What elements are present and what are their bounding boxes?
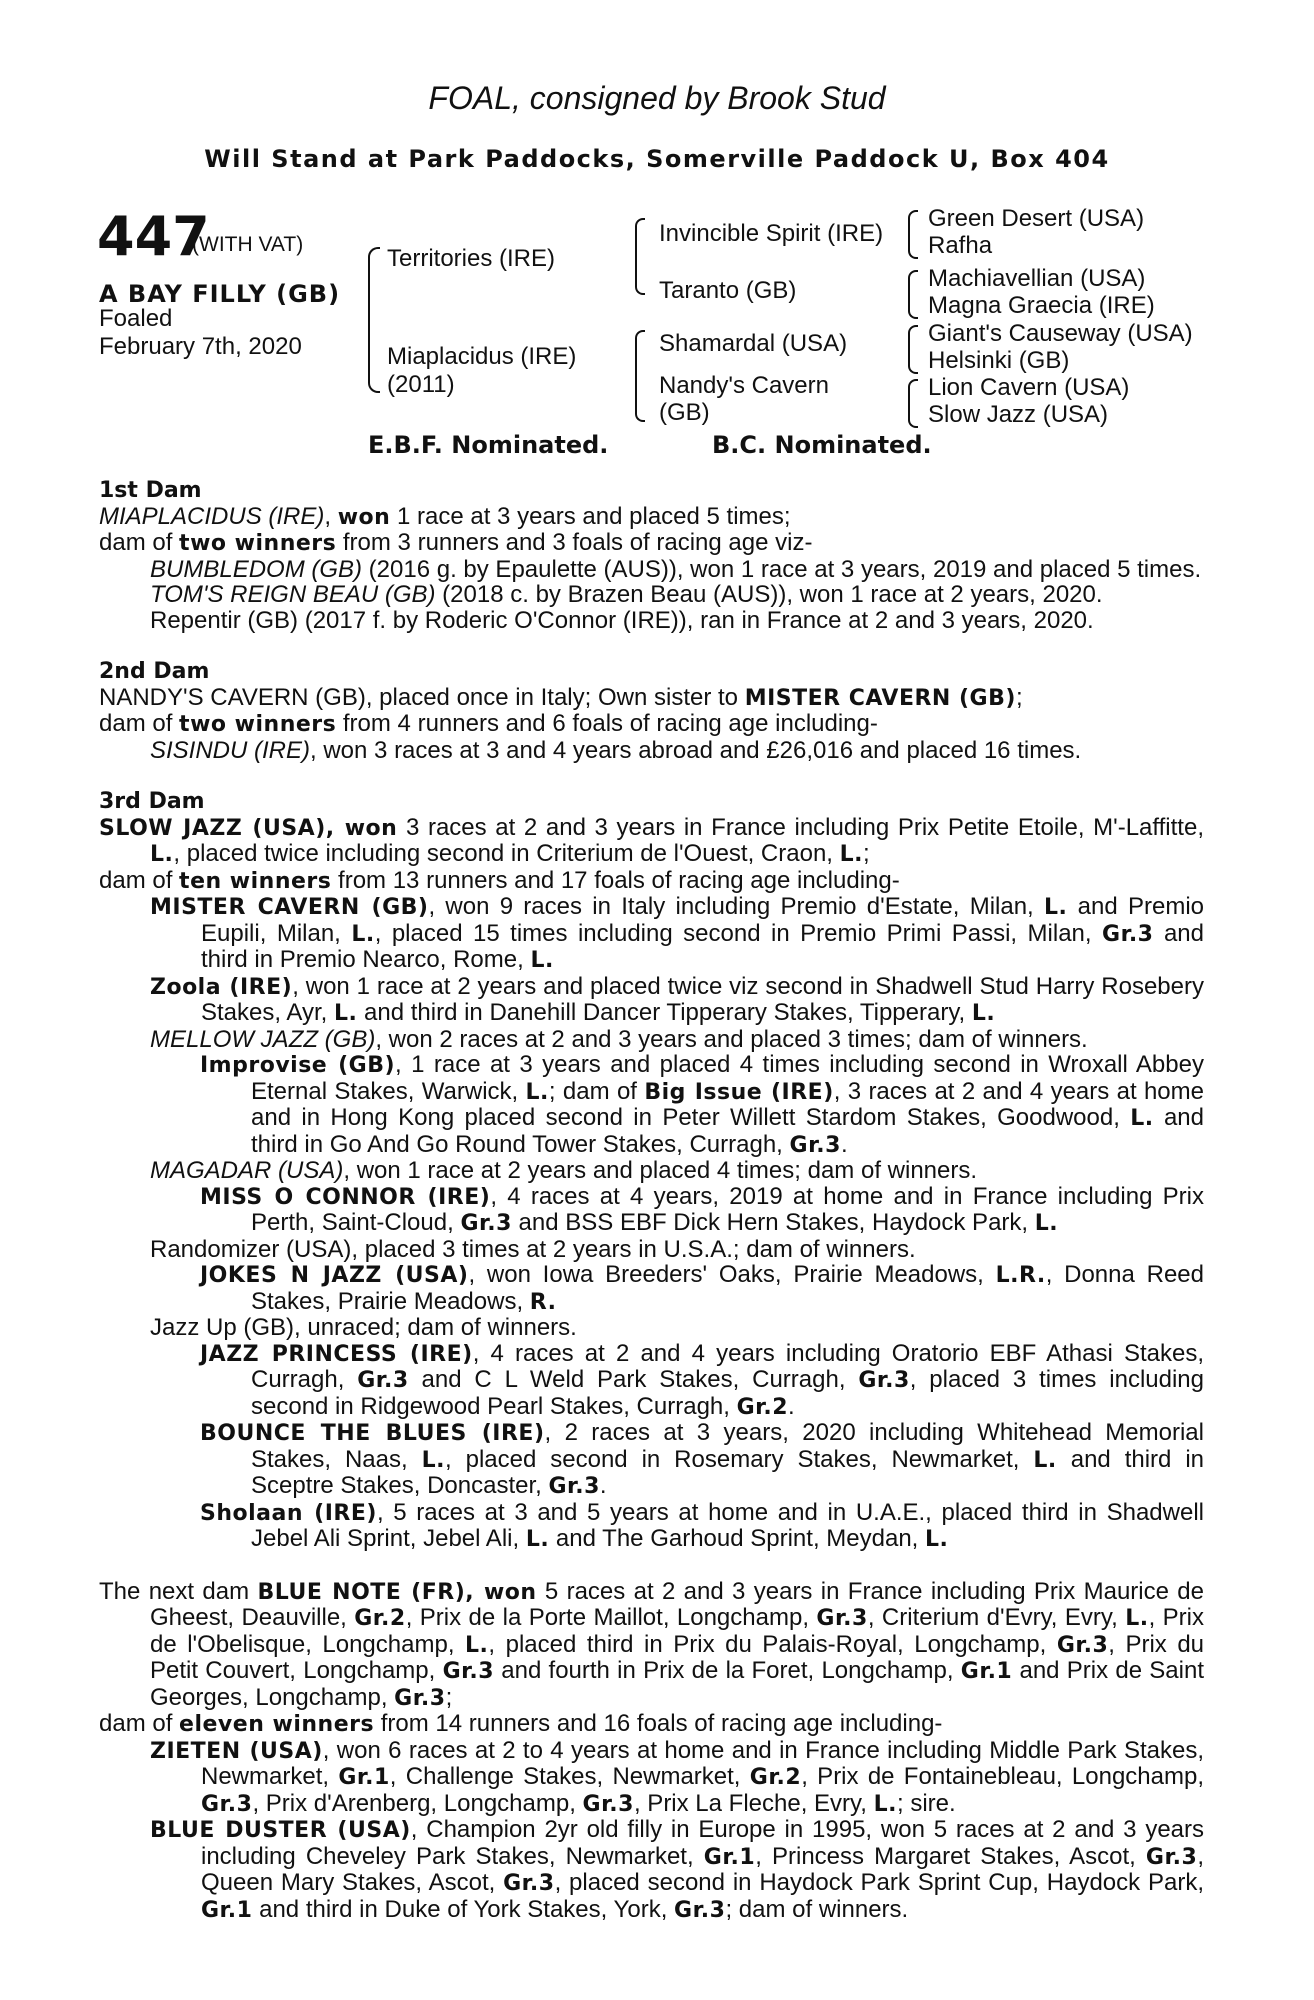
grand-offspring-entry: Improvise (GB), 1 race at 3 years and placed 4 times including second in Wroxall Abbey Eternal Stakes, Warwick, L.; dam of Big Issue (IRE), 3 races at 2 and 4 years at home and in Hong Kong placed second in Peter Willett Stardom Stakes, Goodwood, L. and third in Go And Go Round Tower Stakes, Curragh, Gr.3.	[200, 1051, 1204, 1158]
grand-ancestor-5: Giant's Causeway (USA)	[928, 320, 1193, 347]
foaled-label: Foaled	[99, 305, 173, 332]
offspring-entry: BLUE DUSTER (USA), Champion 2yr old filly in Europe in 1995, won 5 races at 2 and 3 years including Cheveley Park Stakes, Newmarket, Gr.1, Princess Margaret Stakes, Ascot, Gr.3, Queen Mary Stakes, Ascot, Gr.3, placed second in Haydock Park Sprint Cup, Haydock Park, Gr.1 and third in Duke of York Stakes, York, Gr.3; dam of winners.	[150, 1816, 1204, 1923]
sire-sire: Invincible Spirit (IRE)	[659, 220, 884, 247]
lot-number: 447	[97, 205, 210, 268]
third-dam-record: SLOW JAZZ (USA), won 3 races at 2 and 3 years in France including Prix Petite Etoile, M'-Laffitte, L., placed twice including second in Criterium de l'Ouest, Craon, L.;	[99, 813, 1204, 867]
second-dam-produce: dam of two winners from 4 runners and 6 foals of racing age including-	[99, 710, 878, 737]
next-dam-section	[99, 1579, 1204, 1924]
horse-name: A BAY FILLY (GB)	[99, 280, 341, 308]
third-dam-title: 3rd Dam	[99, 789, 205, 814]
offspring-entry: ZIETEN (USA), won 6 races at 2 to 4 years at home and in France including Middle Park Stakes, Newmarket, Gr.1, Challenge Stakes, Newmarket, Gr.2, Prix de Fontainebleau, Longchamp, Gr.3, Prix d'Arenberg, Longchamp, Gr.3, Prix La Fleche, Evry, L.; sire.	[150, 1736, 1204, 1817]
sire-dam: Taranto (GB)	[659, 277, 797, 304]
grand-ancestor-3: Machiavellian (USA)	[928, 265, 1146, 292]
consignment-title: FOAL, consigned by Brook Stud	[428, 80, 886, 116]
grand-offspring-entry: MISS O CONNOR (IRE), 4 races at 4 years, 2019 at home and in France including Prix Perth, Saint-Cloud, Gr.3 and BSS EBF Dick Hern Stakes, Haydock Park, L.	[200, 1182, 1204, 1236]
grand-offspring-entry: JAZZ PRINCESS (IRE), 4 races at 2 and 4 years including Oratorio EBF Athasi Stakes, Curragh, Gr.3 and C L Weld Park Stakes, Curragh, Gr.3, placed 3 times including second in Ridgewood Pearl Stakes, Curragh, Gr.2.	[200, 1339, 1205, 1420]
first-dam-section	[99, 478, 1204, 633]
ebf-nominated: E.B.F. Nominated.	[368, 431, 609, 459]
first-dam-title: 1st Dam	[99, 478, 202, 503]
offspring-entry: Repentir (GB) (2017 f. by Roderic O'Connor (IRE)), ran in France at 2 and 3 years, 2020.	[150, 606, 1094, 634]
next-dam-record: The next dam BLUE NOTE (FR), won 5 races at 2 and 3 years in France including Prix Maurice de Gheest, Deauville, Gr.2, Prix de la Porte Maillot, Longchamp, Gr.3, Criterium d'Evry, Evry, L., Prix de l'Obelisque, Longchamp, L., placed third in Prix du Palais-Royal, Longchamp, Gr.3, Prix du Petit Couvert, Longchamp, Gr.3 and fourth in Prix de la Foret, Longchamp, Gr.1 and Prix de Saint Georges, Longchamp, Gr.3;	[99, 1577, 1205, 1711]
offspring-entry: Randomizer (USA), placed 3 times at 2 years in U.S.A.; dam of winners.	[150, 1235, 916, 1263]
second-dam-record: NANDY'S CAVERN (GB), placed once in Italy; Own sister to MISTER CAVERN (GB);	[99, 683, 1023, 711]
dam-year: (2011)	[387, 371, 455, 398]
dam-dam: Nandy's Cavern	[659, 372, 829, 399]
brace-dam-parents	[635, 330, 645, 422]
brace-g4	[908, 379, 918, 428]
grand-ancestor-1: Green Desert (USA)	[928, 205, 1145, 232]
first-dam-produce: dam of two winners from 3 runners and 3 foals of racing age viz-	[99, 529, 813, 556]
grand-ancestor-4: Magna Graecia (IRE)	[928, 292, 1155, 319]
grand-ancestor-8: Slow Jazz (USA)	[928, 401, 1109, 428]
second-dam-section	[99, 659, 1204, 763]
foaled-date: February 7th, 2020	[99, 333, 302, 360]
offspring-entry: SISINDU (IRE), won 3 races at 3 and 4 years abroad and £26,016 and placed 16 times.	[150, 736, 1082, 764]
grand-offspring-entry: BOUNCE THE BLUES (IRE), 2 races at 3 years, 2020 including Whitehead Memorial Stakes, Naas, L., placed second in Rosemary Stakes, Newmarket, L. and third in Sceptre Stakes, Doncaster, Gr.3.	[200, 1419, 1205, 1499]
bc-nominated: B.C. Nominated.	[712, 431, 932, 459]
offspring-entry: Zoola (IRE), won 1 race at 2 years and placed twice viz second in Shadwell Stud Harry Rosebery Stakes, Ayr, L. and third in Danehill Dancer Tipperary Stakes, Tipperary, L.	[150, 972, 1204, 1026]
brace-g1	[908, 210, 918, 259]
catalogue-body	[99, 478, 1204, 1923]
offspring-entry: Jazz Up (GB), unraced; dam of winners.	[150, 1314, 577, 1341]
brace-g3	[908, 325, 918, 374]
dam-sire: Shamardal (USA)	[659, 330, 848, 357]
brace-parents	[368, 247, 380, 393]
sire: Territories (IRE)	[387, 245, 556, 272]
dam-name: Miaplacidus (IRE)	[387, 343, 577, 370]
grand-ancestor-6: Helsinki (GB)	[928, 347, 1070, 374]
offspring-entry: MELLOW JAZZ (GB), won 2 races at 2 and 3 years and placed 3 times; dam of winners.	[150, 1025, 1088, 1053]
offspring-entry: TOM'S REIGN BEAU (GB) (2018 c. by Brazen Beau (AUS)), won 1 race at 2 years, 2020.	[150, 581, 1103, 608]
brace-g2	[908, 270, 918, 319]
grand-offspring-entry: JOKES N JAZZ (USA), won Iowa Breeders' Oaks, Prairie Meadows, L.R., Donna Reed Stakes, Prairie Meadows, R.	[200, 1261, 1204, 1315]
brace-sire-parents	[635, 218, 645, 295]
third-dam-produce: dam of ten winners from 13 runners and 17 foals of racing age including-	[99, 866, 900, 894]
dam-dam-country: (GB)	[659, 399, 710, 426]
grand-ancestor-2: Rafha	[928, 232, 993, 259]
second-dam-title: 2nd Dam	[99, 659, 210, 684]
stand-location: Will Stand at Park Paddocks, Somerville Paddock U, Box 404	[204, 145, 1110, 173]
offspring-entry: MISTER CAVERN (GB), won 9 races in Italy including Premio d'Estate, Milan, L. and Premio Eupili, Milan, L., placed 15 times including second in Premio Primi Passi, Milan, Gr.3 and third in Premio Nearco, Rome, L.	[150, 893, 1204, 973]
vat-label: (WITH VAT)	[192, 233, 304, 256]
first-dam-record: MIAPLACIDUS (IRE), won 1 race at 3 years and placed 5 times;	[99, 502, 791, 530]
third-dam-section	[99, 789, 1204, 1553]
grand-offspring-entry: Sholaan (IRE), 5 races at 3 and 5 years at home and in U.A.E., placed third in Shadwell Jebel Ali Sprint, Jebel Ali, L. and The Garhoud Sprint, Meydan, L.	[200, 1498, 1204, 1552]
offspring-entry: MAGADAR (USA), won 1 race at 2 years and placed 4 times; dam of winners.	[150, 1157, 978, 1184]
grand-ancestor-7: Lion Cavern (USA)	[928, 374, 1130, 401]
offspring-entry: BUMBLEDOM (GB) (2016 g. by Epaulette (AUS)), won 1 race at 3 years, 2019 and placed 5 times.	[150, 555, 1202, 583]
next-dam-produce: dam of eleven winners from 14 runners and 16 foals of racing age including-	[99, 1710, 943, 1737]
